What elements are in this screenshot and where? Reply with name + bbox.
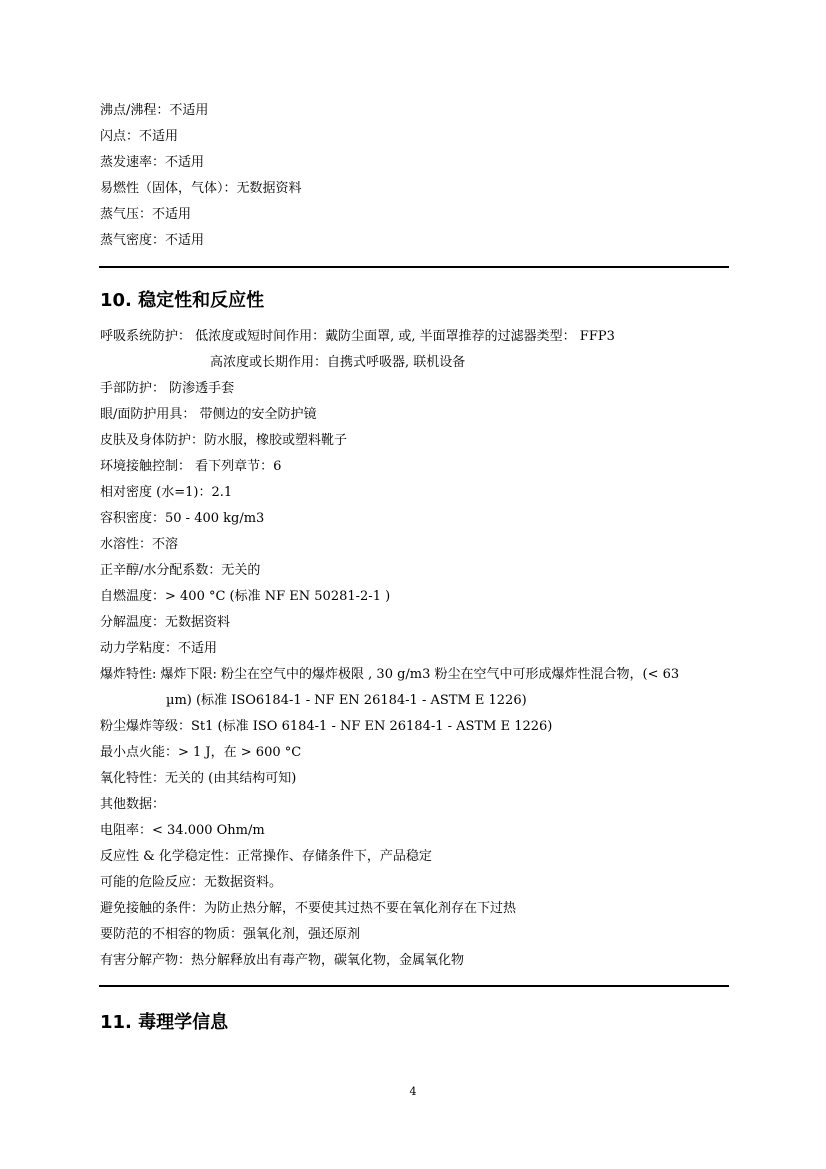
section-10-line: 避免接触的条件：为防止热分解，不要使其过热不要在氧化剂存在下过热 (100, 901, 517, 916)
property-line: 蒸气密度：不适用 (100, 233, 205, 248)
section-10-line: 环境接触控制： 看下列章节：6 (100, 459, 282, 474)
section-10-line: 最小点火能：> 1 J，在 > 600 °C (100, 745, 302, 760)
property-line: 闪点：不适用 (100, 129, 179, 144)
section-10-line: 动力学粘度：不适用 (100, 641, 218, 656)
section-10-line: 爆炸特性: 爆炸下限: 粉尘在空气中的爆炸极限 , 30 g/m3 粉尘在空气中可形成爆炸性混合物，(< 63 (100, 667, 680, 682)
section-10-line: 眼/面防护用具： 带侧边的安全防护镜 (100, 407, 317, 422)
section-10-line: 氧化特性：无关的 (由其结构可知) (100, 771, 297, 786)
page-number: 4 (409, 1085, 417, 1098)
section-10-line: 正辛醇/水分配系数：无关的 (100, 563, 261, 578)
section-10-line: 反应性 & 化学稳定性：正常操作、存储条件下，产品稳定 (100, 849, 432, 864)
section-10-line: 自燃温度：> 400 °C (标准 NF EN 50281-2-1 ) (100, 589, 391, 604)
section-11-title: 11. 毒理学信息 (100, 1012, 229, 1033)
section-10-line: 手部防护： 防渗透手套 (100, 381, 235, 396)
section-divider (99, 266, 729, 268)
section-10-line: 电阻率：< 34.000 Ohm/m (100, 823, 265, 838)
section-10-line: 相对密度 (水=1)：2.1 (100, 485, 233, 500)
section-10-title: 10. 稳定性和反应性 (100, 290, 265, 311)
section-10-line: µm) (标准 ISO6184-1 - NF EN 26184-1 - ASTM E 1226) (166, 693, 527, 708)
property-line: 蒸气压：不适用 (100, 207, 192, 222)
section-10-line: 高浓度或长期作用：自携式呼吸器, 联机设备 (210, 355, 466, 370)
section-10-line: 有害分解产物：热分解释放出有毒产物，碳氧化物，金属氧化物 (100, 953, 465, 968)
section-10-line: 可能的危险反应：无数据资料。 (100, 875, 283, 890)
section-10-line: 呼吸系统防护： 低浓度或短时间作用：戴防尘面罩, 或, 半面罩推荐的过滤器类型： FFP3 (100, 329, 615, 344)
section-10-line: 要防范的不相容的物质：强氧化剂，强还原剂 (100, 927, 361, 942)
section-divider (99, 985, 729, 987)
section-10-line: 分解温度：无数据资料 (100, 615, 231, 630)
property-line: 易燃性（固体，气体）：无数据资料 (100, 181, 302, 196)
section-10-line: 水溶性：不溶 (100, 537, 179, 552)
section-10-line: 其他数据： (100, 797, 166, 812)
section-10-line: 容积密度：50 - 400 kg/m3 (100, 511, 265, 526)
property-line: 沸点/沸程：不适用 (100, 103, 209, 118)
property-line: 蒸发速率：不适用 (100, 155, 205, 170)
section-10-line: 粉尘爆炸等级：St1 (标准 ISO 6184-1 - NF EN 26184-1 - ASTM E 1226) (100, 719, 553, 734)
section-10-line: 皮肤及身体防护：防水服，橡胶或塑料靴子 (100, 433, 348, 448)
